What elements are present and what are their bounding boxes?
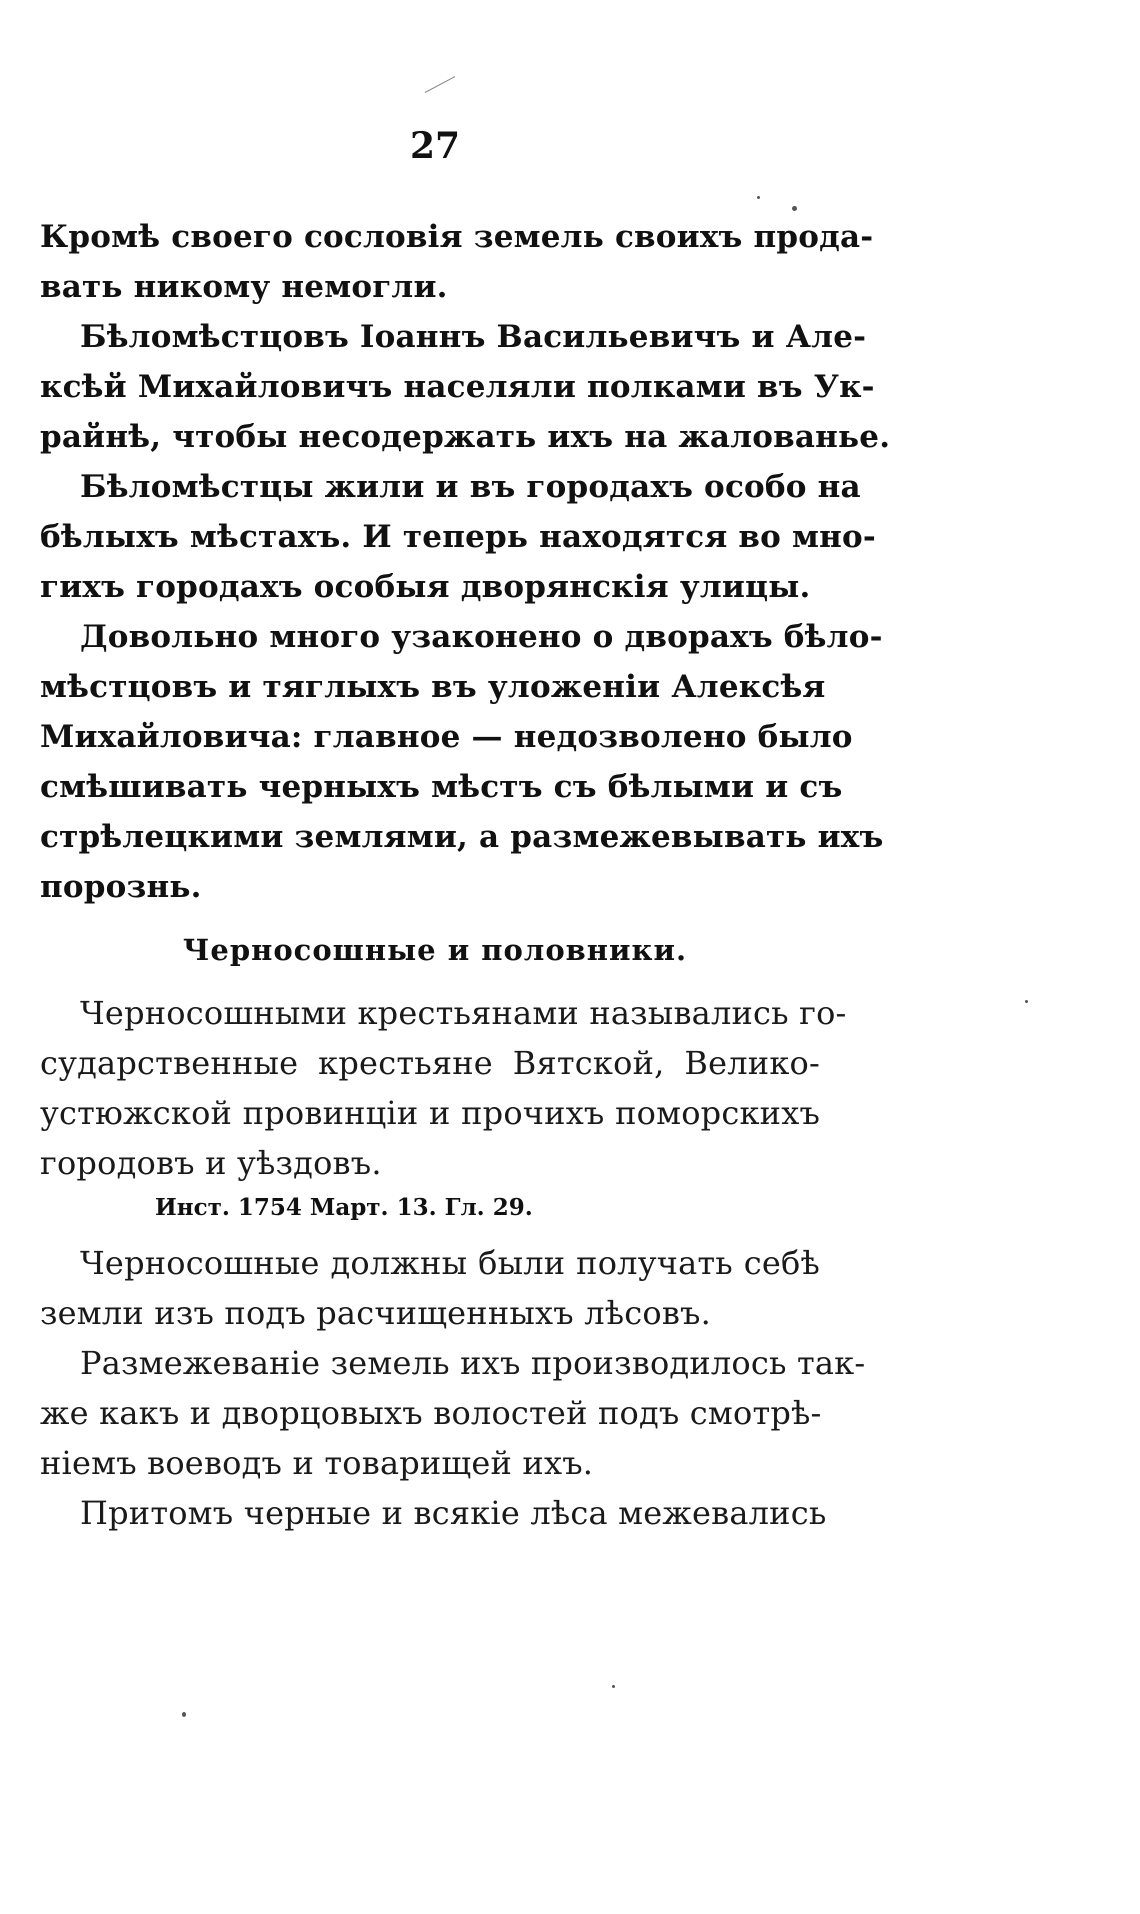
page-number: 27: [409, 125, 461, 167]
text-line: ксѣй Михайловичъ населяли полками въ Ук-: [40, 369, 875, 405]
scan-speck: [182, 1712, 186, 1717]
scan-speck: [792, 206, 797, 211]
text-line: Притомъ черные и всякіе лѣса межевались: [80, 1494, 827, 1532]
scan-speck: [1025, 1000, 1028, 1003]
text-line: смѣшивать черныхъ мѣстъ съ бѣлыми и съ: [40, 769, 843, 805]
text-line: райнѣ, чтобы несодержать ихъ на жалованье.: [40, 419, 891, 455]
text-line: сударственные крестьяне Вятской, Велико-: [40, 1044, 820, 1082]
text-block-bottom: [40, 1238, 866, 1538]
text-line: земли изъ подъ расчищенныхъ лѣсовъ.: [40, 1294, 711, 1332]
text-line: Размежеваніе земель ихъ производилось так-: [80, 1344, 866, 1382]
text-line: Бѣломѣстцовъ Іоаннъ Васильевичъ и Але-: [80, 319, 867, 355]
scan-speck: [612, 1685, 615, 1688]
text-line: стрѣлецкими землями, а размежевывать ихъ: [40, 819, 884, 855]
text-line: мѣстцовъ и тяглыхъ въ уложеніи Алексѣя: [40, 669, 826, 705]
text-block-top: [40, 212, 891, 912]
text-line: городовъ и уѣздовъ.: [40, 1144, 382, 1182]
scan-mark: [425, 76, 455, 93]
text-line: ніемъ воеводъ и товарищей ихъ.: [40, 1444, 594, 1482]
text-line: порознь.: [40, 869, 202, 905]
text-line: Кромѣ своего сословія земель своихъ прода-: [40, 219, 874, 255]
text-line: Михайловича: главное — недозволено было: [40, 719, 853, 755]
text-line: же какъ и дворцовыхъ волостей подъ смотрѣ-: [40, 1394, 822, 1432]
text-line: Бѣломѣстцы жили и въ городахъ особо на: [80, 469, 861, 505]
text-line: Черносошными крестьянами назывались го-: [80, 994, 847, 1032]
text-line: бѣлыхъ мѣстахъ. И теперь находятся во мно-: [40, 519, 876, 555]
text-line: гихъ городахъ особыя дворянскія улицы.: [40, 569, 811, 605]
text-block-middle: [40, 988, 847, 1188]
citation: Инст. 1754 Март. 13. Гл. 29.: [155, 1194, 533, 1221]
text-line: Довольно много узаконено о дворахъ бѣло-: [80, 619, 883, 655]
section-heading: Черносошные и половники.: [182, 933, 688, 967]
text-line: вать никому немогли.: [40, 269, 448, 305]
scan-speck: [757, 196, 760, 199]
text-line: Черносошные должны были получать себѣ: [80, 1244, 820, 1282]
text-line: устюжской провинціи и прочихъ поморскихъ: [40, 1094, 820, 1132]
